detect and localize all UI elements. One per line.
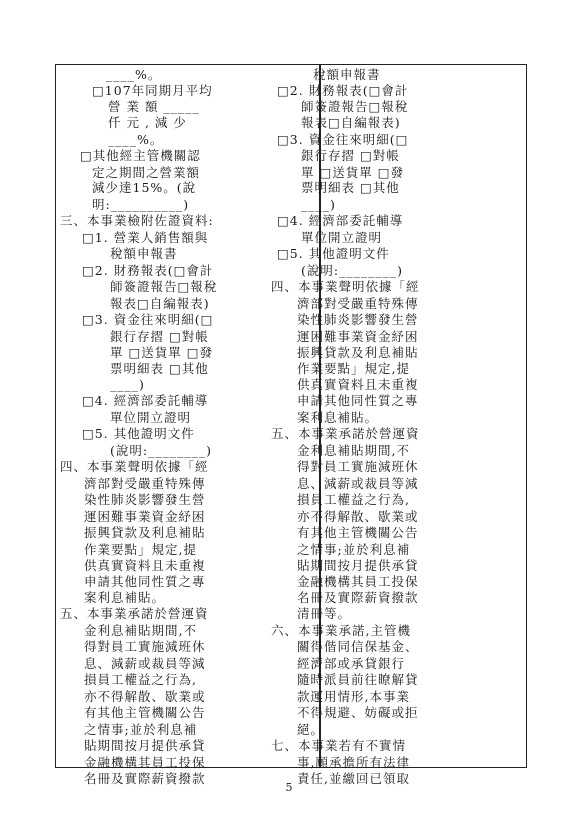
left-column-line: 金利息補貼期間,不 [84,622,197,638]
right-column-line: □4. 經濟部委託輔導 [277,213,404,229]
left-column-line: 定之期間之營業額 [92,164,201,180]
page-number: 5 [285,781,293,794]
right-column-line: 息、減薪或裁員等減 [297,475,419,491]
left-column-line: 單位開立證明 [110,409,192,425]
left-column-line: □4. 經濟部委託輔導 [82,393,209,409]
left-column-line: 單 □送貨單 □發 [110,344,214,360]
right-column-line: □5. 其他證明文件 [277,246,390,262]
right-column-line: 損員工權益之行為, [297,492,410,508]
left-column-line: 票明細表 □其他 [110,361,209,377]
left-column-line: 申請其他同性質之專 [84,573,206,589]
left-column-line: 運困難事業資金紓困 [84,508,206,524]
left-column-line: ____%。 [108,131,164,147]
left-column-line: 振興貸款及利息補貼 [84,525,206,541]
left-column-line: □其他經主管機關認 [80,148,201,164]
right-column-line: □3. 資金往來明細(□ [277,131,409,147]
right-column-line: 作業要點」規定,提 [297,361,410,377]
right-column-line: □2. 財務報表(□會計 [277,82,409,98]
right-column-line: 絕。 [297,721,325,737]
left-column-line: 三、本事業檢附佐證資料: [60,213,214,229]
right-column-line: 單位開立證明 [301,229,383,245]
right-column-line: 六、本事業承諾,主管機 [271,622,411,638]
right-column-line: 亦不得解散、歇業或 [297,508,419,524]
left-column-line: 亦不得解散、歇業或 [84,688,206,704]
left-column-line: (說明:________) [110,442,212,458]
left-column-line: 師簽證報告□報稅 [110,279,218,295]
left-column-line: 仟 元 , 減 少 [108,115,187,131]
left-column-line: 營 業 額 _____ [108,99,200,115]
right-column-line: 銀行存摺 □對帳 [301,148,400,164]
right-column-line: 振興貸款及利息補貼 [297,344,419,360]
left-column-line: □3. 資金往來明細(□ [82,312,214,328]
right-column-line: 申請其他同性質之專 [297,393,419,409]
left-column-line: 作業要點」規定,提 [84,541,197,557]
right-column-line: 票明細表 □其他 [301,180,400,196]
right-column-line: 貼期間按月提供承貸 [297,557,419,573]
left-column-line: 名冊及實際薪資撥款 [84,771,206,786]
right-column-line: 報表□自編報表) [301,115,401,131]
left-column-line: 供真實資料且未重複 [84,557,206,573]
left-column-line: ____) [110,377,145,392]
left-column-line: ____%。 [106,67,162,82]
right-column-line: 不得規避、妨礙或拒 [297,705,419,721]
right-column-line: 供真實資料且未重複 [297,377,419,392]
right-column-line: 染性肺炎影響發生營 [297,312,419,328]
right-column-line: 五、本事業承諾於營運資 [271,426,420,442]
left-column-line: 有其他主管機關公告 [84,705,206,721]
left-column-line: 報表□自編報表) [110,295,210,311]
right-column-line: 金利息補貼期間,不 [297,442,410,458]
left-column-line: 減少達15%。(說 [92,180,197,196]
right-column-line: 有其他主管機關公告 [297,525,419,541]
right-column-line: 得對員工實施減班休 [297,459,419,475]
right-column-line: 款運用情形,本事業 [297,688,410,704]
left-column-line: □2. 財務報表(□會計 [82,262,214,278]
left-column-line: 稅額申報書 [110,246,178,262]
right-column-line: 濟部對受嚴重特殊傳 [297,295,419,311]
left-column-line: 四、本事業聲明依據「經 [60,459,209,475]
left-column-line: 濟部對受嚴重特殊傳 [84,475,206,491]
right-column-line: 清冊等。 [297,606,352,622]
right-column-line: 金融機構其員工投保 [297,573,419,589]
right-column-line: 名冊及實際薪資撥款 [297,590,419,606]
left-column-line: 損員工權益之行為, [84,672,197,688]
right-column-line: 師簽證報告□報稅 [301,99,409,115]
left-column-line: 息、減薪或裁員等減 [84,655,206,671]
right-column-line: ____) [301,196,336,212]
right-column-line: (說明:________) [301,262,403,278]
left-column-line: 明:__________) [92,196,190,212]
right-column-line: 關得偕同信保基金、 [297,639,419,655]
right-column-line: 隨時派員前往瞭解貸 [297,672,419,688]
left-column-line: 得對員工實施減班休 [84,639,206,655]
right-column-line: 事,願承擔所有法律 [297,754,410,770]
left-column-line: □5. 其他證明文件 [82,426,195,442]
left-column-line: □1. 營業人銷售額與 [82,229,209,245]
right-column-line: 責任,並繳回已領取 [297,771,410,786]
left-column-line: 案利息補貼。 [84,590,166,606]
right-column-line: 七、本事業若有不實情 [271,738,407,754]
left-column-line: 貼期間按月提供承貸 [84,738,206,754]
right-column-line: 之情事;並於利息補 [297,541,411,557]
right-column-line: 經濟部或承貸銀行 [297,655,406,671]
right-column-line: 運困難事業資金紓困 [297,328,419,344]
left-column-line: □107年同期月平均 [92,82,213,98]
right-column-line: 稅額申報書 [313,67,381,82]
left-column-line: 銀行存摺 □對帳 [110,328,209,344]
right-column-line: 四、本事業聲明依據「經 [271,279,420,295]
right-column-line: 案利息補貼。 [297,409,379,425]
right-column-line: 單 □送貨單 □發 [301,164,405,180]
left-column-line: 之情事;並於利息補 [84,721,198,737]
left-column-line: 金融機構其員工投保 [84,754,206,770]
left-column-line: 染性肺炎影響發生營 [84,492,206,508]
left-column-line: 五、本事業承諾於營運資 [60,606,209,622]
